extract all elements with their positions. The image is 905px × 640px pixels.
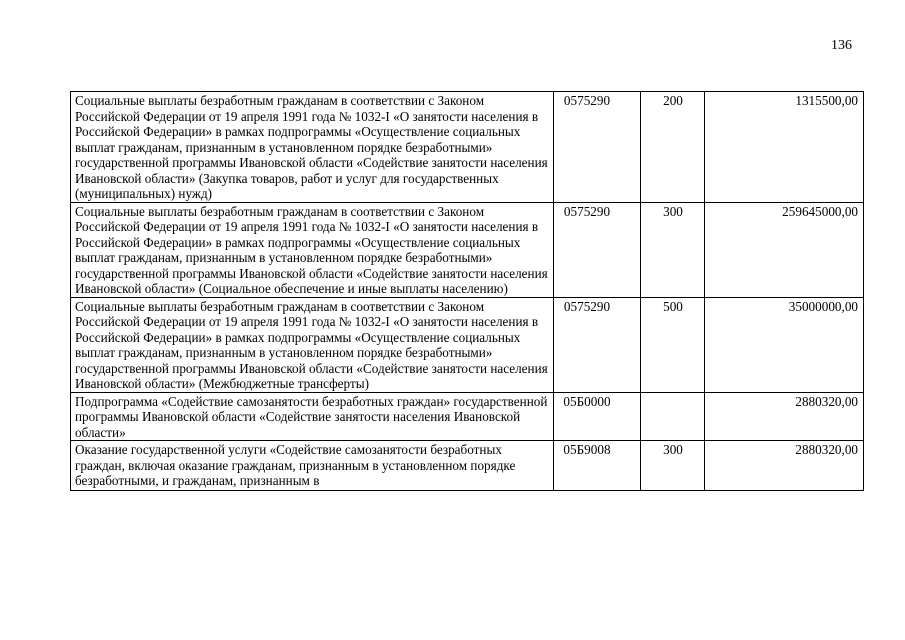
budget-table — [70, 91, 864, 491]
row-name: Социальные выплаты безработным гражданам в соответствии с Законом Российской Федерации от 19 апреля 1991 года № 1032-I «О занятости населения в Российской Федерации» в рамках подпрограммы «Осуществление социальных выплат гражданам, признанным в установленном порядке безработными» государственной программы Ивановской области «Содействие занятости населения Ивановской области» (Закупка товаров, работ и услуг для государственных (муниципальных) нужд) — [71, 92, 554, 203]
table-row — [71, 297, 864, 392]
page-number: 136 — [831, 38, 852, 53]
row-name-text: Оказание государственной услуги «Содействие самозанятости безработных граждан, включая оказание гражданам, признанным в установленном порядке безработными, и гражданам, признанным в — [75, 442, 516, 488]
row-amount: 2880320,00 — [705, 441, 864, 491]
row-expense-type: 300 — [641, 441, 705, 491]
row-amount: 2880320,00 — [705, 392, 864, 441]
row-target-code: 05Б0000 — [554, 392, 641, 441]
row-expense-type: 200 — [641, 92, 705, 203]
row-name: Подпрограмма «Содействие самозанятости безработных граждан» государственной программы Ивановской области «Содействие занятости населения Ивановской области» — [71, 392, 554, 441]
table-row — [71, 202, 864, 297]
row-amount: 1315500,00 — [705, 92, 864, 203]
row-name: Социальные выплаты безработным гражданам в соответствии с Законом Российской Федерации от 19 апреля 1991 года № 1032-I «О занятости населения в Российской Федерации» в рамках подпрограммы «Осуществление социальных выплат гражданам, признанным в установленном порядке безработными» государственной программы Ивановской области «Содействие занятости населения Ивановской области» (Социальное обеспечение и иные выплаты населению) — [71, 202, 554, 297]
row-target-code: 0575290 — [554, 92, 641, 203]
table-row — [71, 441, 864, 491]
row-expense-type: 500 — [641, 297, 705, 392]
table-row — [71, 392, 864, 441]
row-name: Социальные выплаты безработным гражданам в соответствии с Законом Российской Федерации от 19 апреля 1991 года № 1032-I «О занятости населения в Российской Федерации» в рамках подпрограммы «Осуществление социальных выплат гражданам, признанным в установленном порядке безработными» государственной программы Ивановской области «Содействие занятости населения Ивановской области» (Межбюджетные трансферты) — [71, 297, 554, 392]
row-name — [71, 441, 554, 491]
row-amount: 259645000,00 — [705, 202, 864, 297]
table-row — [71, 92, 864, 203]
row-target-code: 05Б9008 — [554, 441, 641, 491]
row-target-code: 0575290 — [554, 202, 641, 297]
row-expense-type — [641, 392, 705, 441]
row-expense-type: 300 — [641, 202, 705, 297]
row-amount: 35000000,00 — [705, 297, 864, 392]
row-target-code: 0575290 — [554, 297, 641, 392]
